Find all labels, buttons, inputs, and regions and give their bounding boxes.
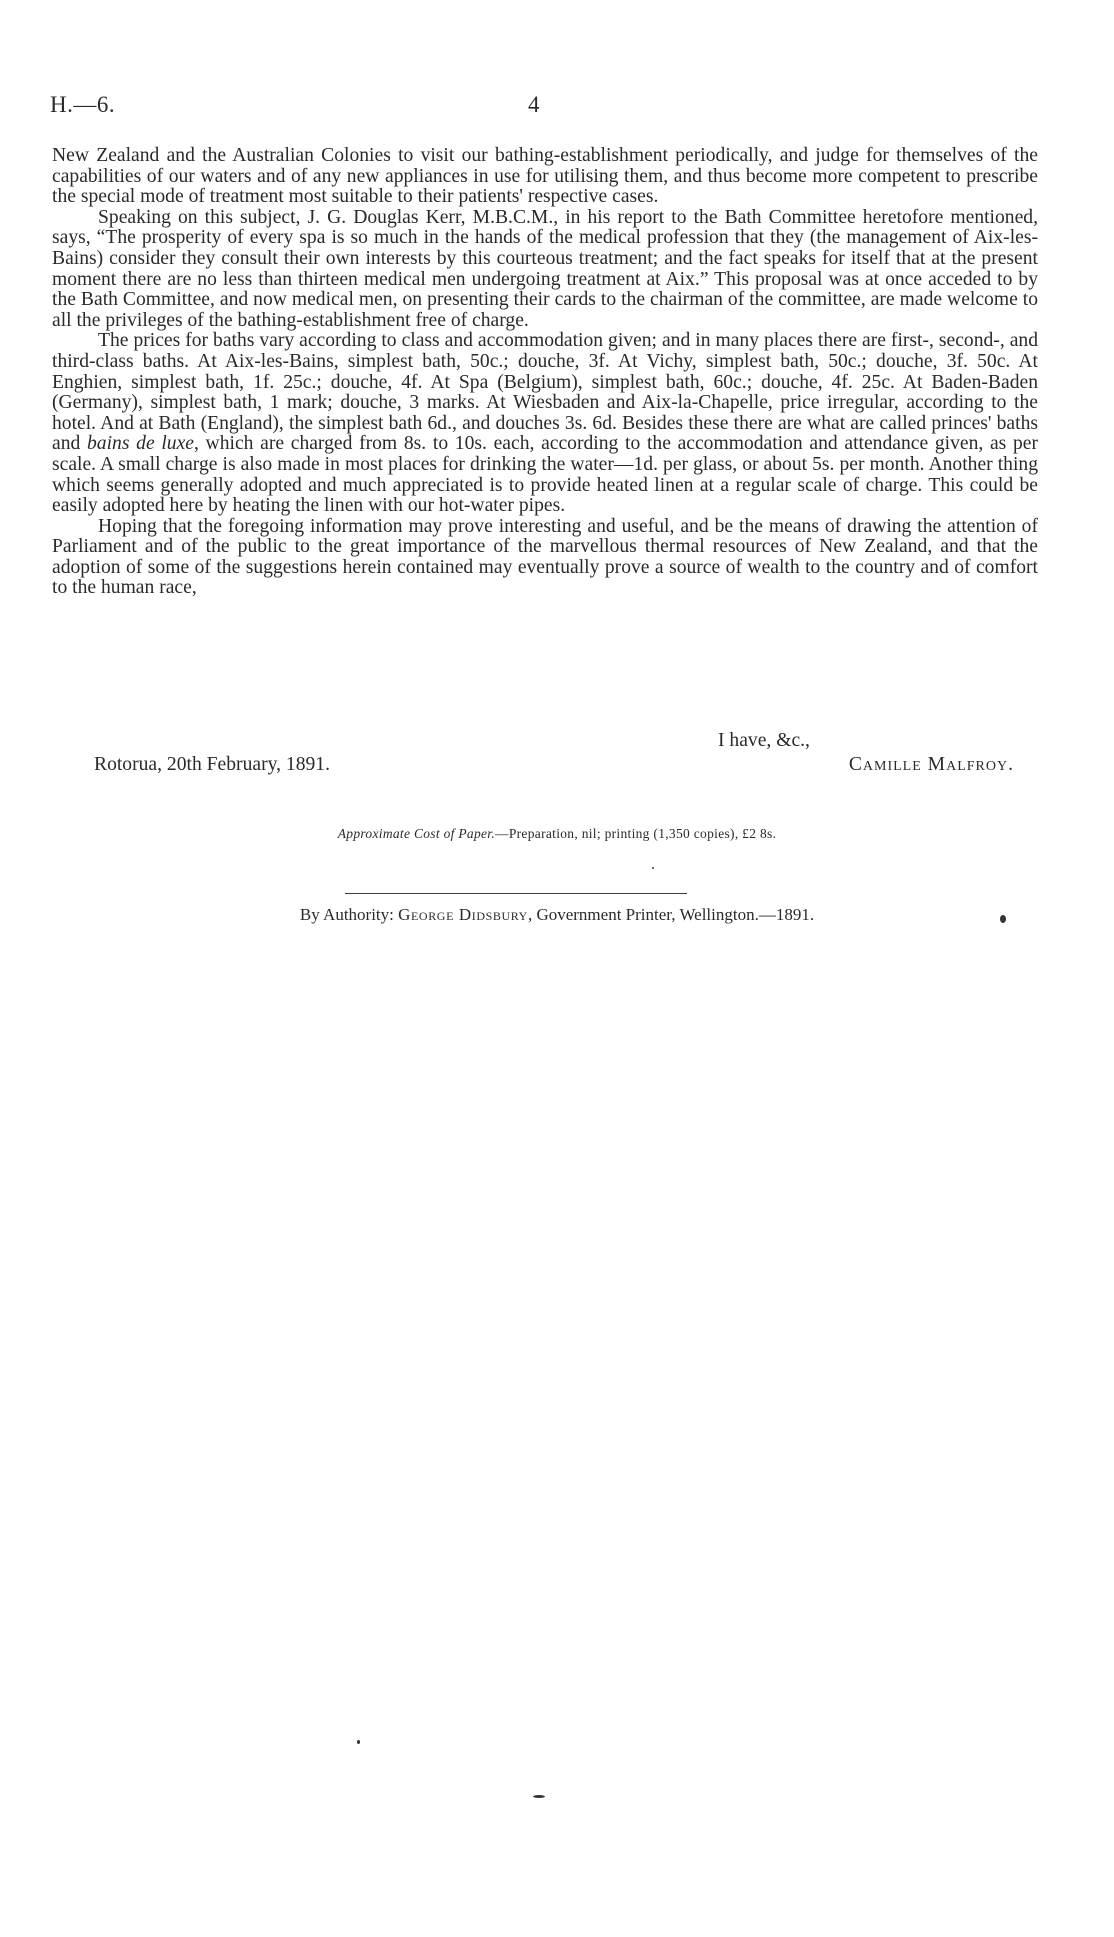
authority-prefix: By Authority: [299,905,399,924]
paragraph-closing-hope: Hoping that the foregoing information may prove interesting and useful, and be the means of drawing the attention of Parliament and of the public to the great importance of the marvellous thermal resources of New Zealand, and that the adoption of some of the suggestions herein contained may eventually prove a source of wealth to the country and of comfort to the human race, [52,515,1038,599]
bath-prices-text: The prices for baths vary according to class and accommodation given; and in many places there are first-, second-, and third-class baths. At Aix-les-Bains, simplest bath, 50c.; douche, 3f. At Vichy, simplest bath, 50c.; douche, 3f. 50c. At Enghien, simplest bath, 1f. 25c.; douche, 4f. At Spa (Belgium), simplest bath, 60c.; douche, 4f. 25c. At Baden-Baden (Germany), simplest bath, 1 mark; douche, 3 marks. At Wiesbaden and Aix-la-Chapelle, price irregular, according to the hotel. And at Bath (England), the simplest bath 6d., and douches 3s. 6d. Besides these there are what are called princes' baths and [52,330,1038,455]
paragraph-douglas-kerr: Speaking on this subject, J. G. Douglas Kerr, M.B.C.M., in his report to the Bath Committee heretofore mentioned, says, “The prosperity of every spa is so much in the hands of the medical profession that they (the management of Aix-les-Bains) consider they consult their own interests by this courteous treatment; and the fact speaks for itself that at the present moment there are no less than thirteen medical men undergoing treatment at Aix.” This proposal was at once acceded to by the Bath Committee, and now medical men, on presenting their cards to the chairman of the committee, are made welcome to all the privileges of the bathing-establishment free of charge. [52,206,1038,331]
page-number: 4 [528,92,540,117]
closing-formula: I have, &c., [718,730,810,751]
page-header [50,92,1040,122]
cost-text: —Preparation, nil; printing (1,350 copies), £2 8s. [495,826,777,841]
scan-speck [533,1795,545,1798]
cost-of-paper-note [0,826,1114,842]
scan-speck [1000,915,1006,923]
place-date: Rotorua, 20th February, 1891. [94,754,330,775]
horizontal-rule [345,893,687,894]
letter-closing [52,730,1038,790]
printer-name: George Didsbury [398,905,528,924]
body-text [52,146,1038,599]
document-reference: H.—6. [50,92,116,117]
scan-speck [652,867,654,869]
bath-prices-text-continued: , which are charged from 8s. to 10s. each, according to the accommodation and attendance given, as per scale. A small charge is also made in most places for drinking the water—1d. per glass, or about 5s. per month. Another thing which seems generally adopted and much appreciated is to provide heated linen at a regular scale of charge. This could be easily adopted here by heating the linen with our hot-water pipes. [52,433,1038,517]
scan-speck [357,1740,360,1744]
printer-imprint [0,905,1114,925]
cost-label: Approximate Cost of Paper. [337,826,496,841]
bains-de-luxe-term: bains de luxe [87,433,194,455]
signature: Camille Malfroy. [848,754,1014,775]
paragraph-continuation: New Zealand and the Australian Colonies to visit our bathing-establishment periodically, and judge for themselves of the capabilities of our waters and of any new appliances in use for utilising them, and thus become more competent to prescribe the special mode of treatment most suitable to their patients' respective cases. [52,145,1038,208]
authority-suffix: , Government Printer, Wellington.—1891. [527,905,815,924]
paragraph-bath-prices [52,331,1038,516]
